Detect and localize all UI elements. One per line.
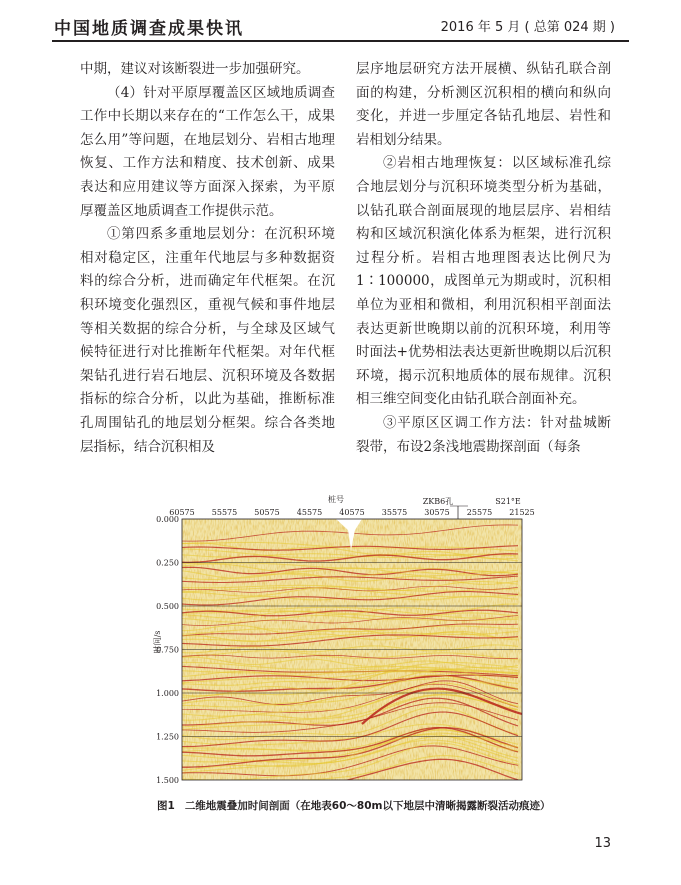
- direction-label: S21°E: [495, 497, 521, 506]
- paragraph: ②岩相古地理恢复：以区域标准孔综合地层划分与沉积环境类型分析为基础，以钻孔联合剖面展现的地层层序、岩相结构和区域沉积演化体系为框架，进行沉积过程分析。岩相古地理图表达比例尺为1∶100000，成图单元为期或时，沉积相单位为亚相和微相，利用沉积相平剖面法表达更新世晚期以前的沉积环境，利用等时面法+优势相法表达更新世晚期以后沉积环境，揭示沉积地质体的展布规律。沉积相三维空间变化由钻孔联合剖面补充。: [356, 155, 611, 408]
- x-tick-labels: [169, 508, 534, 517]
- y-tick-label: 0.750: [156, 645, 179, 655]
- paragraph: 中期，建议对该断裂进一步加强研究。: [80, 61, 310, 77]
- x-tick-label: 25575: [466, 508, 493, 517]
- page-number: 13: [594, 836, 611, 851]
- y-tick-label: 0.250: [156, 558, 179, 568]
- issue-info: 2016 年 5 月 ( 总第 024 期 ): [440, 20, 615, 35]
- y-tick-label: 1.250: [156, 732, 179, 742]
- x-tick-label: 30575: [424, 508, 450, 517]
- seismic-section-svg: [152, 492, 536, 788]
- x-tick-label: 35575: [381, 508, 408, 517]
- y-tick-label: 0.500: [156, 602, 179, 611]
- paragraph: ①第四系多重地层划分：在沉积环境相对稳定区，注重年代地层与多种数据资料的综合分析，进而确定年代框架。在沉积环境变化强烈区，重视气候和事件地层等相关数据的综合分析，与全球及区域气候特征进行对比推断年代框架。对年代框架钻孔进行岩石地层、沉积环境及各数据指标的综合分析，以此为基础，推断标准孔周围钻孔的地层划分框架。综合各类地层指标，结合沉积相及: [80, 226, 335, 455]
- borehole-label: ZKB6孔: [422, 497, 454, 506]
- left-column: [80, 58, 335, 459]
- x-tick-label: 45575: [296, 508, 323, 517]
- caption-number: 图1: [157, 800, 175, 812]
- y-tick-label: 0.000: [156, 515, 179, 524]
- x-tick-label: 50575: [254, 508, 280, 517]
- y-axis-label: 时间/s: [153, 630, 162, 654]
- y-tick-label: 1.000: [156, 689, 179, 698]
- paragraph: ③平原区区调工作方法：针对盐城断裂带，布设2条浅地震勘探剖面（每条: [356, 414, 611, 455]
- right-column: [356, 58, 611, 459]
- x-tick-label: 60575: [169, 508, 195, 517]
- y-tick-label: 1.500: [156, 776, 179, 785]
- caption-text: 二维地震叠加时间剖面（在地表60～80m以下地层中清晰揭露断裂活动痕迹）: [184, 800, 551, 812]
- journal-title: 中国地质调查成果快讯: [54, 19, 244, 39]
- station-label: 桩号: [328, 495, 344, 504]
- figure-caption: [157, 798, 550, 813]
- header-divider: [52, 40, 629, 42]
- seismic-section-figure: [152, 492, 536, 788]
- x-tick-label: 55575: [211, 508, 238, 517]
- x-tick-label: 21525: [509, 508, 535, 517]
- paragraph: （4）针对平原厚覆盖区区域地质调查工作中长期以来存在的“工作怎么干，成果怎么用”等问题，在地层划分、岩相古地理恢复、工作方法和精度、技术创新、成果表达和应用建议等方面深入探索，为平原厚覆盖区地质调查工作提供示范。: [80, 84, 335, 219]
- paragraph: 层序地层研究方法开展横、纵钻孔联合剖面的构建，分析测区沉积相的横向和纵向变化，并进一步厘定各钻孔地层、岩性和岩相划分结果。: [356, 61, 611, 148]
- x-tick-label: 40575: [339, 508, 365, 517]
